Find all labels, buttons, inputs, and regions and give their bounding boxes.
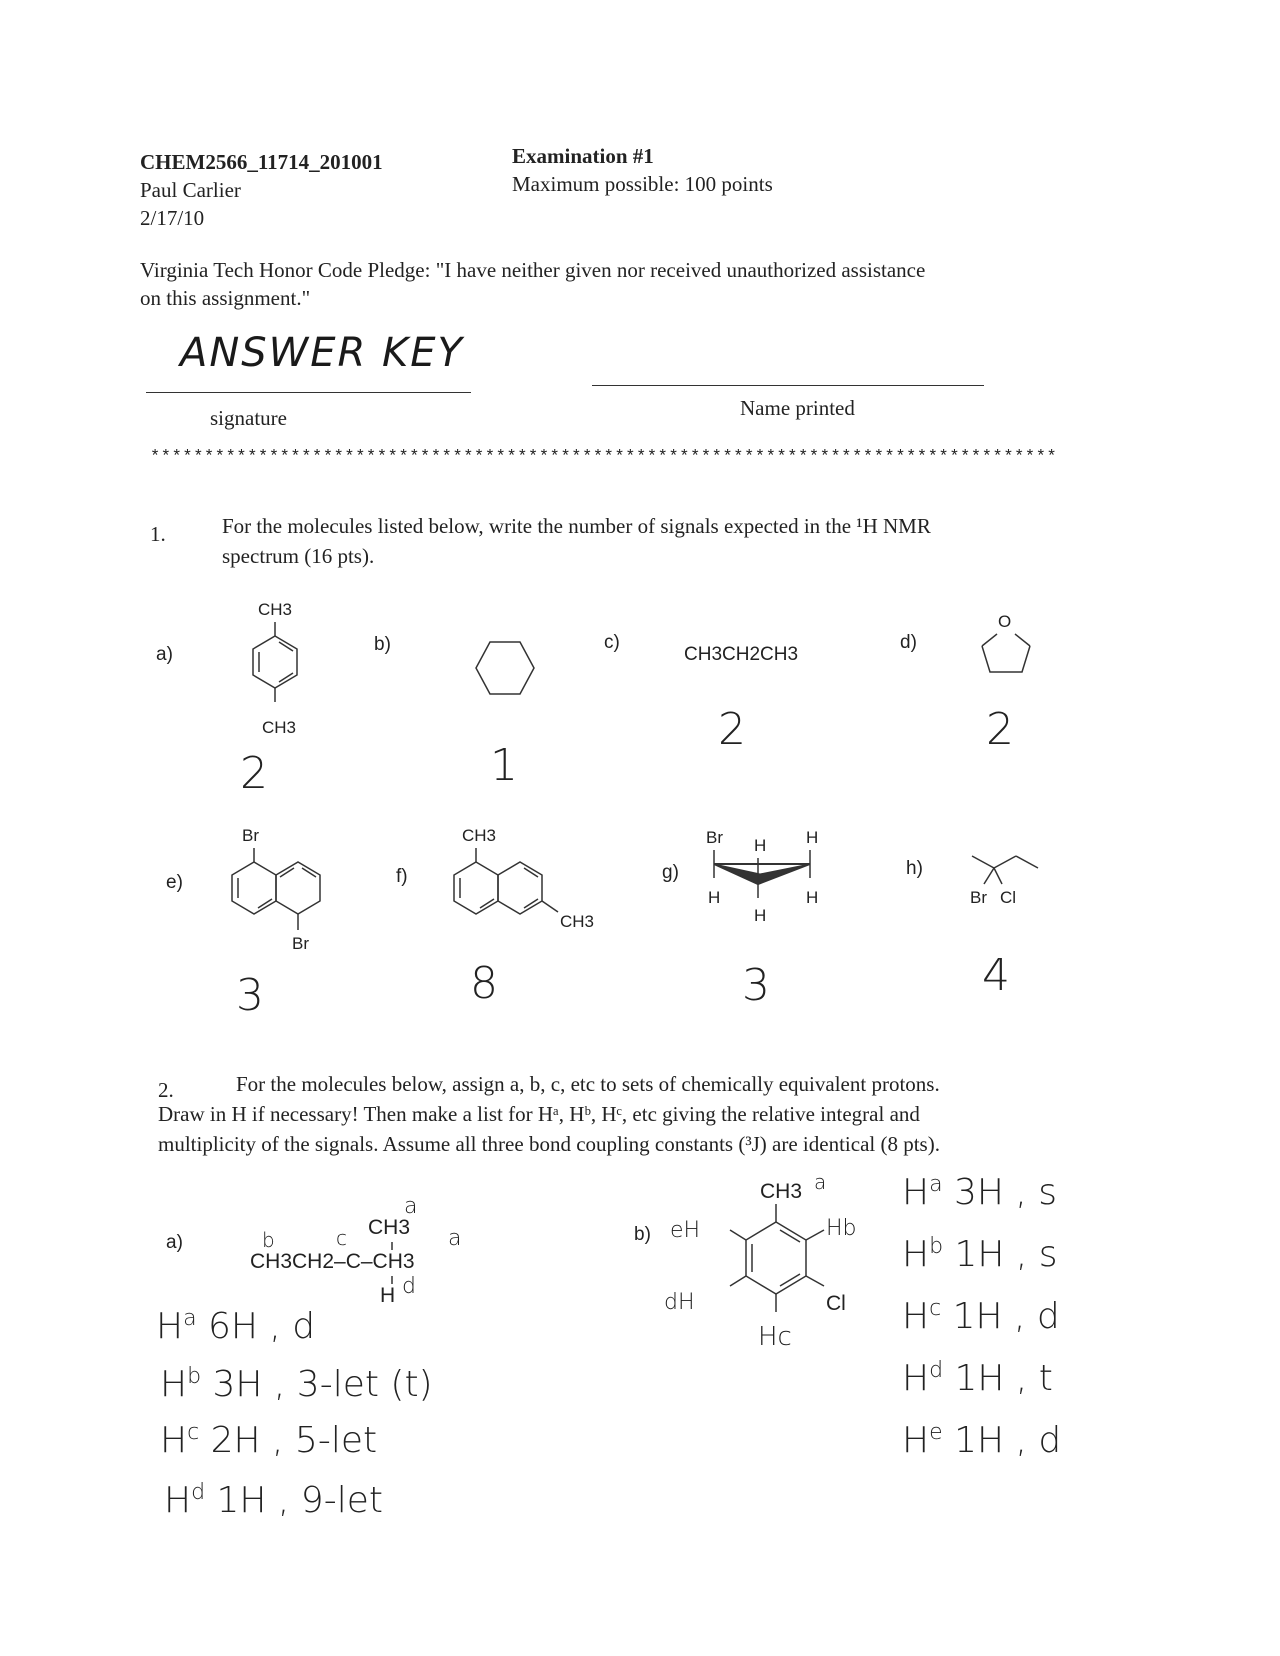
chem-label: CH3 — [368, 1216, 411, 1239]
label-d: d — [402, 1274, 416, 1299]
h-symbol: H — [902, 1420, 930, 1461]
h-sup: b — [929, 1234, 944, 1259]
h-sup: c — [929, 1296, 942, 1321]
answer-text: 6H , d — [196, 1306, 316, 1347]
chem-label: CH3 — [760, 1180, 803, 1203]
chem-label: CH3 — [262, 718, 297, 737]
h-sup: e — [929, 1420, 943, 1445]
chem-label: H — [754, 836, 767, 855]
label-c: c — [336, 1226, 347, 1250]
h-symbol: H — [160, 1364, 188, 1405]
label-b: b — [262, 1228, 275, 1252]
q2-b-label: b) — [634, 1224, 651, 1245]
pledge-text-2: on this assignment." — [140, 286, 311, 310]
chem-label: Cl — [1000, 888, 1017, 907]
cyclohexane-structure — [475, 640, 535, 696]
q2-a-answer-4 — [164, 1480, 383, 1521]
q2-number: 2. — [158, 1078, 174, 1102]
answer-text: 1H , 9-let — [205, 1480, 383, 1521]
chem-label: Br — [970, 888, 987, 907]
q1-c-label: c) — [604, 632, 620, 653]
name-line — [592, 385, 984, 386]
max-points: Maximum possible: 100 points — [512, 172, 773, 196]
chem-label: CH3 — [462, 826, 497, 845]
q2-text-1: For the molecules below, assign a, b, c, etc to sets of chemically equivalent protons. — [236, 1072, 940, 1096]
label-hb: Hb — [826, 1216, 857, 1241]
q1-g-label: g) — [662, 862, 679, 883]
label-a: a — [448, 1226, 462, 1251]
pledge-label: Virginia Tech Honor Code Pledge: — [140, 258, 431, 282]
q1-h-label: h) — [906, 858, 923, 879]
q1-text-2: spectrum (16 pts). — [222, 544, 375, 568]
label-dh: dH — [664, 1290, 695, 1315]
h-symbol: H — [902, 1172, 930, 1213]
signature-label: signature — [210, 406, 287, 430]
chem-label: H — [806, 828, 819, 847]
honor-pledge — [140, 256, 925, 284]
h-symbol: H — [156, 1306, 184, 1347]
q2-a-answer-3 — [160, 1420, 377, 1461]
chem-label: H — [380, 1284, 396, 1307]
answer-text: 1H , t — [943, 1358, 1053, 1399]
q2-a-answer-2 — [160, 1364, 433, 1405]
q1-e-label: e) — [166, 872, 183, 893]
h-symbol: H — [902, 1296, 930, 1337]
q2-text-2: Draw in H if necessary! Then make a list for Hᵃ, Hᵇ, Hᶜ, etc giving the relative integral and — [158, 1102, 920, 1126]
q1-text-1: For the molecules listed below, write the number of signals expected in the ¹H NMR — [222, 514, 931, 538]
chem-label: H — [754, 906, 767, 925]
h-sup: d — [191, 1480, 206, 1505]
q1-e-answer: 3 — [236, 970, 264, 1021]
q2-b-answer-2 — [902, 1234, 1058, 1275]
chem-label: Cl — [826, 1292, 846, 1315]
q2-a-answer-1 — [156, 1306, 315, 1347]
q2-a-label: a) — [166, 1232, 183, 1253]
chem-label: CH3 — [258, 600, 293, 619]
q1-a-answer: 2 — [240, 748, 268, 799]
propane-formula: CH3CH2CH3 — [684, 644, 799, 665]
answer-text: 1H , s — [943, 1234, 1058, 1275]
label-hc: Hc — [758, 1322, 792, 1352]
chem-label: CH3 — [560, 912, 595, 931]
q2-b-answer-3 — [902, 1296, 1060, 1337]
exam-date: 2/17/10 — [140, 206, 205, 230]
chem-label: O — [998, 612, 1012, 631]
exam-title: Examination #1 — [512, 144, 654, 168]
answer-text: 2H , 5-let — [199, 1420, 378, 1461]
name-printed-label: Name printed — [740, 396, 855, 420]
q1-f-label: f) — [396, 866, 408, 887]
q2-b-answer-4 — [902, 1358, 1053, 1399]
h-symbol: H — [902, 1234, 930, 1275]
label-a: a — [404, 1194, 418, 1219]
q1-f-answer: 8 — [470, 958, 498, 1009]
chem-label: H — [806, 888, 819, 907]
course-code: CHEM2566_11714_201001 — [140, 150, 383, 174]
q2-text-3: multiplicity of the signals. Assume all three bond coupling constants (³J) are identical (8 pts). — [158, 1132, 940, 1156]
q1-g-answer: 3 — [742, 960, 770, 1011]
h-sup: a — [929, 1172, 943, 1197]
q1-a-label: a) — [156, 644, 173, 665]
q1-d-label: d) — [900, 632, 917, 653]
q2-b-answer-5 — [902, 1420, 1061, 1461]
chem-label: H — [708, 888, 721, 907]
chem-label: Br — [706, 828, 723, 847]
pledge-text-1: "I have neither given nor received unauthorized assistance — [435, 258, 926, 282]
q1-d-answer: 2 — [986, 704, 1014, 755]
answer-text: 1H , d — [941, 1296, 1060, 1337]
q1-c-answer: 2 — [718, 704, 746, 755]
h-symbol: H — [164, 1480, 192, 1521]
answer-text: 3H , 3-let (t) — [201, 1364, 433, 1405]
instructor-name: Paul Carlier — [140, 178, 241, 202]
dibromonaphthalene-structure — [218, 846, 338, 946]
h-symbol: H — [160, 1420, 188, 1461]
chem-label: CH3CH2–C–CH3 — [250, 1250, 415, 1273]
label-a: a — [814, 1170, 827, 1194]
label-eh: eH — [670, 1218, 701, 1243]
h-sup: d — [929, 1358, 944, 1383]
chem-label: Br — [292, 934, 309, 953]
h-sup: c — [187, 1420, 200, 1445]
separator: ************************************************************************************ — [150, 448, 1058, 467]
h-sup: b — [187, 1364, 202, 1389]
handwritten-signature: ANSWER KEY — [180, 330, 464, 376]
dimethylnaphthalene-structure — [440, 846, 580, 936]
signature-line — [146, 392, 471, 393]
q1-number: 1. — [150, 522, 166, 546]
q1-h-answer: 4 — [982, 950, 1010, 1001]
h-symbol: H — [902, 1358, 930, 1399]
q1-b-label: b) — [374, 634, 391, 655]
answer-text: 3H , s — [942, 1172, 1058, 1213]
answer-text: 1H , d — [942, 1420, 1062, 1461]
chem-label: Br — [242, 826, 259, 845]
q2-b-answer-1 — [902, 1172, 1057, 1213]
h-sup: a — [183, 1306, 197, 1331]
q1-b-answer: 1 — [490, 740, 518, 791]
